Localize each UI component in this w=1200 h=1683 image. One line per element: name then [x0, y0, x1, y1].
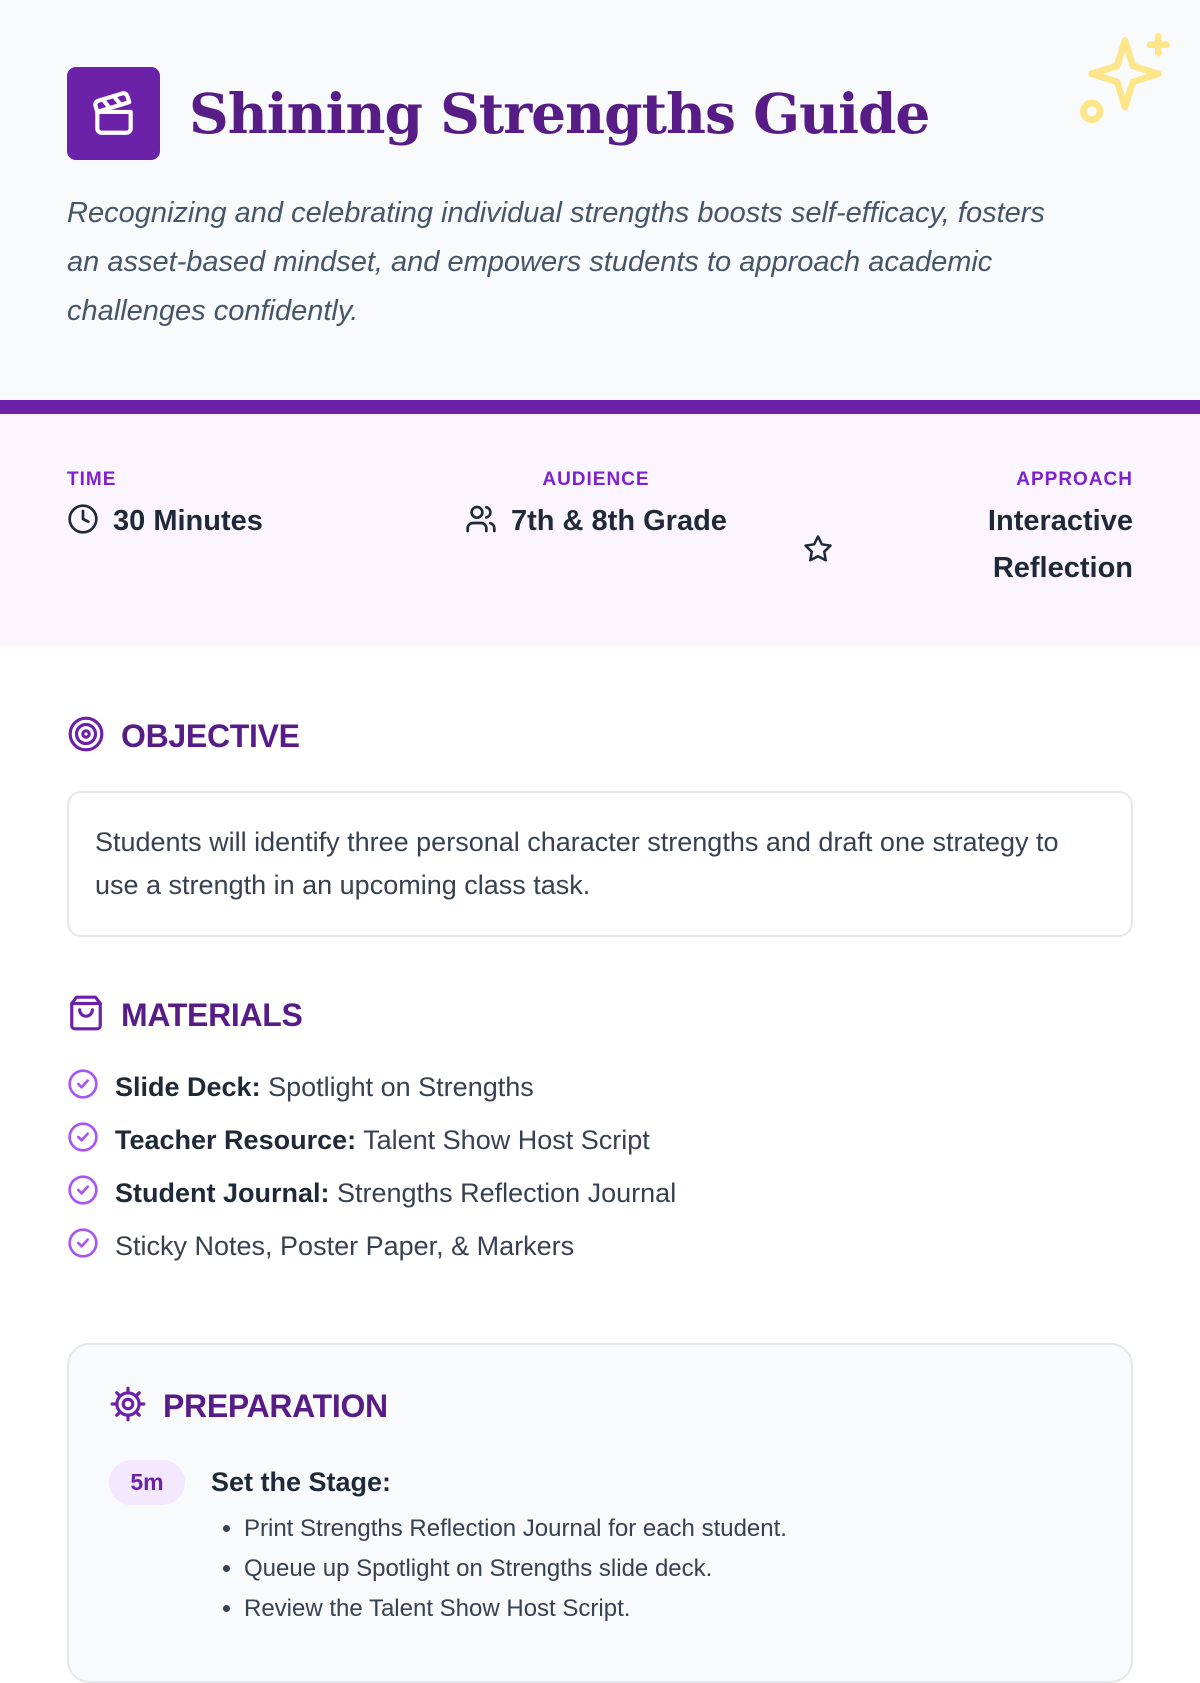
page-title: Shining Strengths Guide: [189, 81, 930, 146]
meta-approach-value: [988, 498, 1133, 592]
preparation-step: [109, 1460, 1091, 1629]
clock-icon: [67, 503, 99, 540]
check-circle-icon: [67, 1227, 99, 1266]
sparkle-icon: [1075, 28, 1175, 133]
users-icon: [465, 503, 497, 540]
list-item: • Print Strengths Reflection Journal for each student.: [244, 1509, 787, 1549]
guide-subtitle: Recognizing and celebrating individual strengths boosts self-efficacy, fosters an asset-based mindset, and empowers students to approach academic challenges confidently.: [67, 197, 1045, 327]
list-item: • Review the Talent Show Host Script.: [244, 1589, 787, 1629]
objective-title: OBJECTIVE: [121, 718, 300, 754]
material-text: Strengths Reflection Journal: [329, 1178, 677, 1208]
list-item: [67, 1114, 1133, 1167]
meta-band: [0, 414, 1200, 646]
meta-audience-value: 7th & 8th Grade: [511, 505, 727, 537]
material-text: Sticky Notes, Poster Paper, & Markers: [115, 1231, 575, 1261]
title-row: [67, 67, 1133, 160]
meta-audience: [465, 469, 727, 545]
gear-icon: [109, 1385, 147, 1428]
step-title: Set the Stage:: [211, 1467, 392, 1497]
meta-approach: [988, 469, 1133, 592]
clapperboard-icon: [67, 67, 160, 160]
list-item: [67, 1061, 1133, 1114]
meta-approach-label: APPROACH: [1016, 469, 1133, 490]
star-icon: [803, 534, 833, 569]
check-circle-icon: [67, 1068, 99, 1107]
meta-approach-line1: Interactive: [987, 505, 1133, 537]
meta-time-label: TIME: [67, 469, 117, 490]
materials-title: MATERIALS: [121, 997, 303, 1033]
material-label: Teacher Resource:: [115, 1125, 357, 1155]
material-text: Talent Show Host Script: [356, 1125, 650, 1155]
step-bullets: [211, 1509, 787, 1629]
material-label: Student Journal:: [115, 1178, 330, 1208]
meta-time-value: 30 Minutes: [113, 505, 263, 537]
target-icon: [67, 715, 105, 758]
material-text: Spotlight on Strengths: [260, 1072, 534, 1102]
meta-audience-label: AUDIENCE: [542, 469, 650, 490]
bag-icon: [67, 994, 105, 1037]
duration-badge: 5m: [109, 1460, 185, 1505]
meta-approach-line2: Reflection: [992, 552, 1133, 584]
check-circle-icon: [67, 1121, 99, 1160]
meta-time: [67, 469, 263, 545]
guide-content: [0, 715, 1200, 1683]
list-item: • Queue up Spotlight on Strengths slide deck.: [244, 1549, 787, 1589]
preparation-title: PREPARATION: [163, 1388, 388, 1424]
objective-heading: [67, 715, 1133, 758]
material-label: Slide Deck:: [115, 1072, 261, 1102]
list-item: [67, 1220, 1133, 1273]
guide-header: [0, 0, 1200, 400]
check-circle-icon: [67, 1174, 99, 1213]
header-divider: [0, 400, 1200, 414]
materials-heading: [67, 994, 1133, 1037]
objective-text: Students will identify three personal character strengths and draft one strategy to use a strength in an upcoming class task.: [67, 791, 1133, 937]
list-item: [67, 1167, 1133, 1220]
preparation-card: [67, 1343, 1133, 1683]
materials-list: [67, 1061, 1133, 1273]
preparation-heading: [109, 1385, 1091, 1428]
